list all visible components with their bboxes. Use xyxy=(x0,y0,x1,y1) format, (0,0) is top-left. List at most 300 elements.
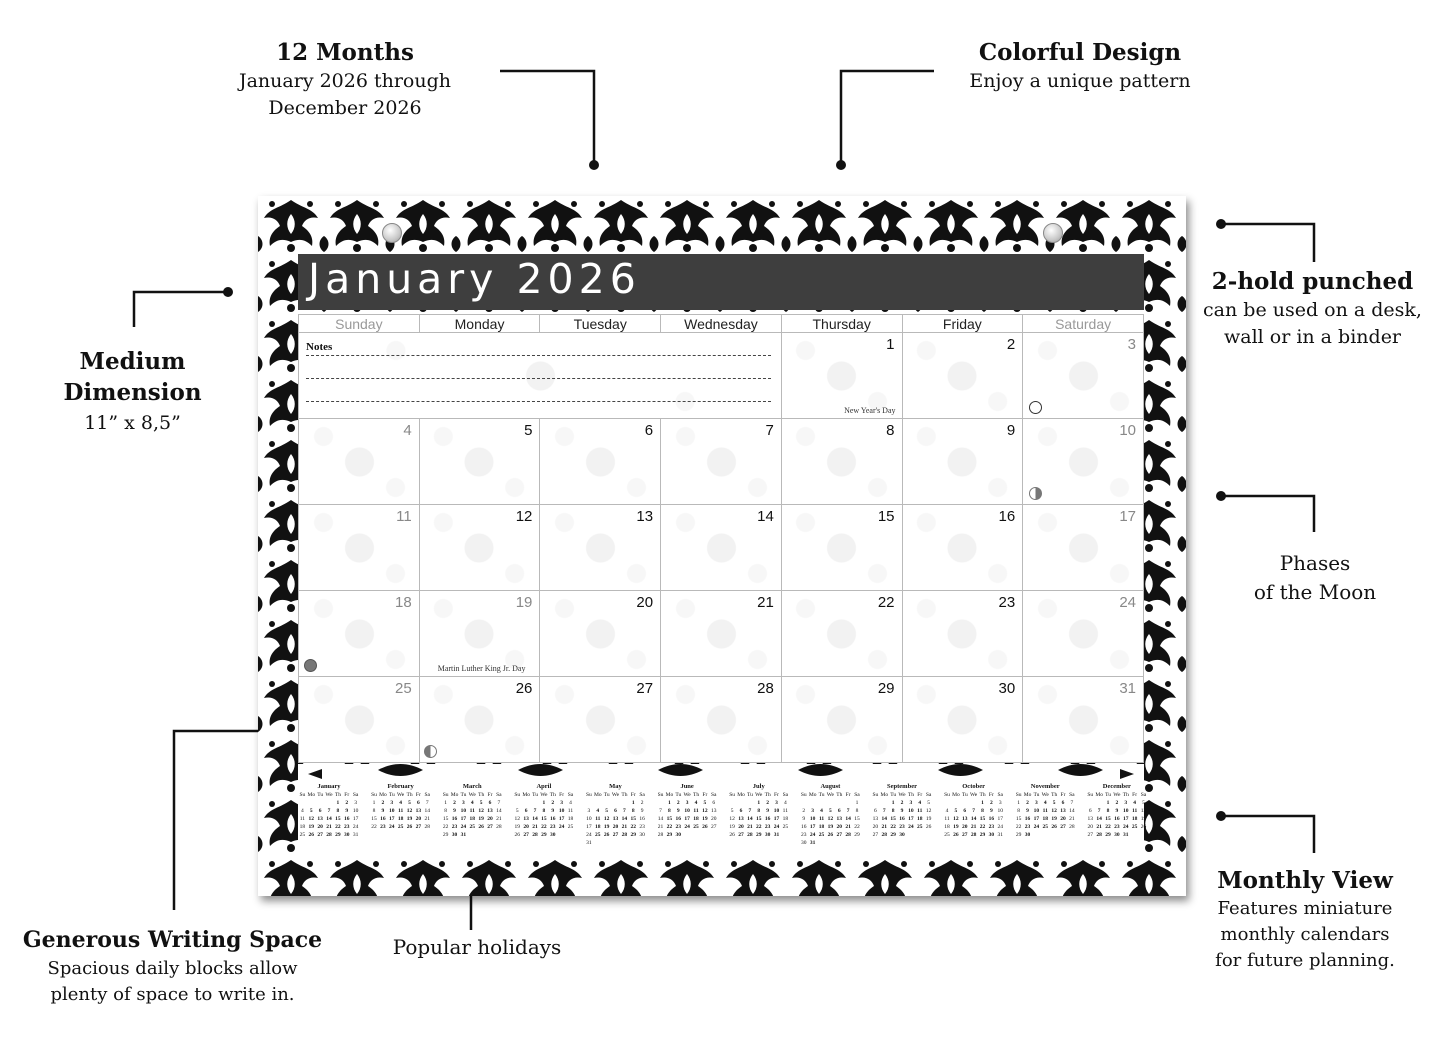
day-number: 26 xyxy=(515,680,533,697)
day-number: 18 xyxy=(395,594,412,611)
mini-calendar-day xyxy=(611,839,620,847)
mini-calendar-day: 25 xyxy=(595,832,601,838)
mini-calendar-day xyxy=(316,799,325,807)
mini-calendar-day: 30 xyxy=(801,840,807,846)
mini-calendar-day xyxy=(746,799,755,807)
mini-calendar-day: 2 xyxy=(900,800,904,806)
mini-calendar-day: 19 xyxy=(729,824,735,830)
day-cell[interactable] xyxy=(902,419,1023,505)
day-cell[interactable] xyxy=(781,505,902,591)
mini-calendar-day xyxy=(1050,831,1059,839)
callout-popular-holidays xyxy=(372,934,582,961)
mini-calendar-day: 17 xyxy=(1033,816,1040,822)
mini-calendar-day: 15 xyxy=(371,816,377,822)
mini-calendar-dow: Su xyxy=(371,792,377,798)
mini-calendar-day: 4 xyxy=(918,800,922,806)
day-number: 31 xyxy=(1119,680,1136,697)
mini-calendar-day: 16 xyxy=(343,816,350,822)
mini-calendar-day xyxy=(826,839,835,847)
month-grid xyxy=(298,314,1144,763)
mini-calendar xyxy=(298,782,360,852)
mini-calendar-day: 31 xyxy=(997,832,1003,838)
mini-calendar-day: 8 xyxy=(855,808,859,814)
mini-calendar-day: 9 xyxy=(381,808,385,814)
mini-calendar-day: 25 xyxy=(567,824,574,830)
mini-calendar-day: 17 xyxy=(558,816,565,822)
mini-calendar-day: 6 xyxy=(614,808,617,814)
notes-line xyxy=(306,356,771,379)
mini-calendar-day xyxy=(1032,831,1041,839)
mini-calendar-dow: Tu xyxy=(675,792,682,798)
mini-calendar-day: 31 xyxy=(586,840,592,846)
mini-calendar-day: 19 xyxy=(514,824,521,830)
mini-calendar-day: 24 xyxy=(773,824,780,830)
mini-calendar-day: 16 xyxy=(1024,816,1031,822)
day-number: 3 xyxy=(1127,336,1136,353)
mini-calendar-day: 3 xyxy=(998,800,1002,806)
mini-calendar-day xyxy=(817,799,826,807)
mini-calendar-day xyxy=(826,799,835,807)
mini-calendar-day: 7 xyxy=(846,808,850,814)
mini-calendar-day: 4 xyxy=(399,800,403,806)
mini-calendar-day: 3 xyxy=(354,800,357,806)
mini-calendar xyxy=(441,782,503,852)
mini-calendar-day: 5 xyxy=(309,808,313,814)
mini-calendar-day: 15 xyxy=(890,816,896,822)
mini-calendar-day: 16 xyxy=(764,816,771,822)
mini-calendar-day: 28 xyxy=(845,832,851,838)
day-cell[interactable] xyxy=(540,419,661,505)
day-number: 21 xyxy=(757,594,774,611)
mini-calendar-day: 6 xyxy=(963,808,967,814)
mini-calendar-day: 7 xyxy=(659,808,662,814)
mini-calendar-day: 29 xyxy=(979,832,986,838)
day-cell[interactable] xyxy=(540,677,661,763)
mini-calendar-day: 12 xyxy=(514,816,521,822)
mini-calendar-day: 27 xyxy=(1087,832,1094,838)
day-number: 28 xyxy=(757,680,774,697)
day-number: 20 xyxy=(636,594,654,611)
mini-calendar-day: 14 xyxy=(496,808,502,814)
mini-calendar-day: 19 xyxy=(702,816,708,822)
day-cell[interactable] xyxy=(902,591,1023,677)
mini-calendar-day xyxy=(844,839,853,847)
mini-calendar-day: 18 xyxy=(818,824,825,830)
mini-calendar-day: 24 xyxy=(460,824,467,830)
mini-calendar-day: 28 xyxy=(747,832,753,838)
day-cell[interactable] xyxy=(419,419,540,505)
mini-calendar-day: 22 xyxy=(1015,824,1022,830)
day-cell[interactable] xyxy=(661,677,782,763)
day-cell[interactable] xyxy=(1023,677,1144,763)
day-cell[interactable] xyxy=(299,419,420,505)
mini-calendar-day: 13 xyxy=(836,816,843,822)
day-cell[interactable] xyxy=(781,591,902,677)
mini-calendar-day: 30 xyxy=(451,832,458,838)
mini-calendar-day: 9 xyxy=(900,808,904,814)
mini-calendar-day xyxy=(602,799,611,807)
mini-calendar-day: 3 xyxy=(390,800,394,806)
last-quarter-moon-icon xyxy=(1029,487,1042,500)
first-quarter-moon-icon xyxy=(424,745,437,758)
day-number: 29 xyxy=(877,680,895,697)
mini-calendar-day: 13 xyxy=(738,816,744,822)
mini-calendar-day: 20 xyxy=(487,816,493,822)
mini-calendar-day: 14 xyxy=(747,816,753,822)
mini-calendar-day: 16 xyxy=(1114,816,1120,822)
mini-calendar-day: 11 xyxy=(1042,808,1048,814)
mini-calendar-day: 3 xyxy=(909,800,913,806)
mini-calendar-day: 27 xyxy=(738,832,744,838)
mini-calendar-day: 14 xyxy=(621,816,628,822)
mini-calendar-dow: Th xyxy=(549,792,556,798)
mini-calendar-day: 17 xyxy=(586,824,592,830)
day-cell[interactable] xyxy=(1023,505,1144,591)
day-cell[interactable] xyxy=(299,677,420,763)
day-number: 14 xyxy=(757,508,774,525)
mini-calendar-dow: Th xyxy=(1122,792,1129,798)
mini-calendar-day: 23 xyxy=(1114,824,1120,830)
mini-calendar-dow: Mo xyxy=(379,792,387,798)
day-cell[interactable] xyxy=(902,333,1023,419)
callout-text: Spacious daily blocks allow xyxy=(47,958,298,979)
mini-calendar-dow: Tu xyxy=(388,792,395,798)
mini-calendar-day: 13 xyxy=(962,816,968,822)
mini-calendar-dow: Sa xyxy=(854,792,860,798)
mini-calendar-day: 1 xyxy=(891,800,895,806)
mini-calendar-day: 30 xyxy=(675,832,682,838)
mini-calendar-day: 8 xyxy=(891,808,895,814)
mini-calendar-month: May xyxy=(609,783,622,790)
mini-calendar-day: 16 xyxy=(675,816,682,822)
mini-calendar-day: 27 xyxy=(523,832,529,838)
mini-calendar-day: 12 xyxy=(1140,808,1147,814)
day-cell[interactable] xyxy=(661,505,782,591)
mini-calendar-day: 27 xyxy=(612,832,619,838)
mini-calendar-day: 2 xyxy=(381,800,385,806)
mini-calendar-day xyxy=(593,839,602,847)
mini-calendar-day: 9 xyxy=(453,808,456,814)
mini-calendar-day: 7 xyxy=(882,808,886,814)
mini-calendar-dow: Su xyxy=(944,792,950,798)
weekday-header: Tuesday xyxy=(540,315,661,333)
callout-text: January 2026 through xyxy=(238,70,452,92)
mini-calendar-dow: We xyxy=(468,792,476,798)
mini-calendar-day: 31 xyxy=(1123,832,1129,838)
day-cell[interactable] xyxy=(902,677,1023,763)
mini-calendar-day: 13 xyxy=(612,816,619,822)
mini-calendar-dow: Th xyxy=(764,792,771,798)
mini-calendar-day: 27 xyxy=(836,832,843,838)
day-cell[interactable] xyxy=(661,591,782,677)
mini-calendar-dow: Sa xyxy=(496,792,502,798)
mini-calendar-dow: Su xyxy=(299,792,306,798)
mini-calendar-day xyxy=(817,839,826,847)
mini-calendar-month: December xyxy=(1102,783,1131,790)
mini-calendar-day: 7 xyxy=(972,808,976,814)
mini-calendar-month: March xyxy=(462,783,482,790)
mini-calendar-day xyxy=(566,831,575,839)
mini-calendar-dow: Mo xyxy=(880,792,889,798)
mini-calendar-day: 20 xyxy=(612,824,619,830)
mini-calendar-dow: Tu xyxy=(890,792,897,798)
mini-calendar-day: 4 xyxy=(820,808,823,814)
mini-calendar-day: 19 xyxy=(478,816,484,822)
mini-calendar-day: 13 xyxy=(872,816,879,822)
callout-text: December 2026 xyxy=(268,97,422,119)
mini-calendar-day: 21 xyxy=(657,824,664,830)
mini-calendar-day: 26 xyxy=(406,824,413,830)
mini-calendar-day: 11 xyxy=(782,808,788,814)
day-cell[interactable] xyxy=(540,505,661,591)
mini-calendar-day: 24 xyxy=(586,832,592,838)
mini-calendar-day: 22 xyxy=(666,824,673,830)
mini-calendar-day xyxy=(298,799,307,807)
mini-calendar-day: 18 xyxy=(595,824,601,830)
callout-text: for future planning. xyxy=(1215,950,1395,971)
day-number: 27 xyxy=(636,680,654,697)
mini-calendar-day xyxy=(737,799,746,807)
mini-calendar-day: 17 xyxy=(460,816,467,822)
mini-calendar-day: 20 xyxy=(836,824,843,830)
day-cell[interactable] xyxy=(1023,419,1144,505)
mini-calendar-day: 10 xyxy=(460,808,467,814)
mini-calendar-day xyxy=(585,799,594,807)
mini-calendar-day: 25 xyxy=(782,824,789,830)
mini-calendar-day: 8 xyxy=(668,808,671,814)
day-number: 10 xyxy=(1119,422,1136,439)
mini-calendar-day: 30 xyxy=(764,832,771,838)
mini-calendar-day: 6 xyxy=(416,800,420,806)
mini-calendar-day: 29 xyxy=(854,832,860,838)
day-cell[interactable] xyxy=(1023,591,1144,677)
mini-calendar-day: 5 xyxy=(703,800,707,806)
mini-calendar-day: 20 xyxy=(415,816,422,822)
mini-calendar-day: 5 xyxy=(605,808,609,814)
callout-writing-space xyxy=(20,925,325,1008)
mini-calendar-day: 28 xyxy=(496,824,502,830)
day-cell[interactable] xyxy=(419,677,540,763)
mini-calendar-day: 23 xyxy=(899,824,905,830)
day-number: 7 xyxy=(765,422,774,439)
day-cell[interactable] xyxy=(902,505,1023,591)
mini-calendar-day xyxy=(557,831,566,839)
day-cell[interactable] xyxy=(419,591,540,677)
mini-calendar-day: 22 xyxy=(630,824,636,830)
mini-calendar-dow: Su xyxy=(729,792,736,798)
mini-calendar xyxy=(1014,782,1076,852)
mini-calendar-day: 7 xyxy=(327,808,331,814)
notes-cell[interactable] xyxy=(299,333,782,419)
weekday-header: Monday xyxy=(419,315,540,333)
mini-calendar-day: 8 xyxy=(757,808,761,814)
day-number: 11 xyxy=(396,508,412,525)
mini-calendar-dow: Mo xyxy=(307,792,316,798)
mini-calendar-dow: We xyxy=(826,792,834,798)
mini-calendar-dow: Fr xyxy=(1132,792,1138,798)
mini-calendar-day: 22 xyxy=(335,824,341,830)
mini-calendar-dow: Sa xyxy=(567,792,574,798)
mini-calendar-day xyxy=(692,831,701,839)
mini-calendar-day: 6 xyxy=(318,808,322,814)
callout-text: Enjoy a unique pattern xyxy=(969,70,1191,92)
mini-calendar-day: 3 xyxy=(1124,800,1128,806)
mini-calendar-day: 14 xyxy=(326,816,332,822)
mini-calendar-day: 24 xyxy=(908,824,914,830)
day-cell[interactable] xyxy=(781,677,902,763)
mini-calendar-day: 8 xyxy=(981,808,984,814)
mini-calendar-day: 17 xyxy=(389,816,395,822)
mini-calendar-day: 10 xyxy=(558,808,565,814)
mini-calendar-day: 11 xyxy=(595,816,601,822)
mini-calendar-day: 20 xyxy=(872,824,879,830)
mini-calendars-strip xyxy=(298,782,1148,852)
mini-calendar-dow: Su xyxy=(1015,792,1022,798)
mini-calendar-dow: Su xyxy=(586,792,592,798)
mini-calendar-day: 16 xyxy=(899,816,905,822)
mini-calendar-day: 26 xyxy=(925,824,932,830)
mini-calendar-dow: We xyxy=(755,792,763,798)
new-moon-icon xyxy=(304,659,317,672)
day-cell[interactable] xyxy=(781,419,902,505)
mini-calendar-day: 31 xyxy=(773,832,780,838)
day-number: 25 xyxy=(395,680,412,697)
mini-calendar-day: 17 xyxy=(352,816,359,822)
day-cell[interactable] xyxy=(781,333,902,419)
mini-calendar-day: 12 xyxy=(925,808,932,814)
mini-calendar-day: 9 xyxy=(676,808,680,814)
callout-title: 2-hold punched xyxy=(1211,268,1414,295)
mini-calendar-day: 22 xyxy=(756,824,762,830)
mini-calendar-day: 20 xyxy=(317,824,323,830)
day-number: 9 xyxy=(1006,422,1016,439)
mini-calendar-day: 23 xyxy=(343,824,350,830)
mini-calendar-day: 2 xyxy=(989,800,993,806)
callout-monthly-view xyxy=(1195,865,1415,974)
mini-calendar-day: 26 xyxy=(827,832,834,838)
mini-calendar-dow: We xyxy=(898,792,906,798)
mini-calendar-day: 12 xyxy=(1051,808,1057,814)
day-number: 4 xyxy=(403,422,412,439)
mini-calendar-day: 3 xyxy=(775,800,778,806)
mini-calendar-dow: Sa xyxy=(424,792,430,798)
mini-calendar-day: 24 xyxy=(1033,824,1040,830)
mini-calendar-day: 29 xyxy=(666,832,673,838)
mini-calendar-day: 18 xyxy=(567,816,574,822)
mini-calendar-day: 7 xyxy=(748,808,752,814)
mini-calendar-day: 9 xyxy=(1026,808,1029,814)
mini-calendar-dow: Sa xyxy=(782,792,789,798)
mini-calendar-day xyxy=(638,839,647,847)
mini-calendar-day xyxy=(835,839,844,847)
mini-calendar-dow: Mo xyxy=(1095,792,1103,798)
mini-calendar-day: 14 xyxy=(532,816,538,822)
mini-calendar-day xyxy=(969,799,978,807)
mini-calendar-day: 16 xyxy=(639,816,645,822)
mini-calendar-day: 19 xyxy=(308,824,315,830)
mini-calendar-dow: Th xyxy=(692,792,700,798)
callout-text: 11” x 8,5” xyxy=(84,412,181,434)
mini-calendar-day xyxy=(531,799,540,807)
mini-calendar-day xyxy=(1059,831,1068,839)
mini-calendar-day: 27 xyxy=(962,832,968,838)
mini-calendar-dow: Fr xyxy=(1060,792,1066,798)
mini-calendar-day: 5 xyxy=(479,800,483,806)
mini-calendar-day xyxy=(325,799,334,807)
mini-calendar-dow: Th xyxy=(979,792,986,798)
day-cell[interactable] xyxy=(419,505,540,591)
day-number: 23 xyxy=(998,594,1016,611)
mini-calendar-day xyxy=(629,839,638,847)
mini-calendar-day: 14 xyxy=(970,816,977,822)
mini-calendar-dow: Th xyxy=(836,792,843,798)
mini-calendar-day: 22 xyxy=(442,824,449,830)
day-cell[interactable] xyxy=(299,505,420,591)
notes-line xyxy=(306,379,771,402)
mini-calendar-day: 19 xyxy=(953,824,959,830)
day-cell[interactable] xyxy=(661,419,782,505)
mini-calendar-day: 30 xyxy=(1114,832,1120,838)
mini-calendar xyxy=(1086,782,1148,852)
mini-calendar-day: 23 xyxy=(550,824,556,830)
weekday-header: Sunday xyxy=(299,315,420,333)
mini-calendar-day: 2 xyxy=(802,808,806,814)
mini-calendar-dow: We xyxy=(540,792,548,798)
mini-calendar-day: 28 xyxy=(424,824,430,830)
mini-calendar-month: February xyxy=(387,783,414,790)
mini-calendar-month: July xyxy=(752,783,765,790)
mini-calendar-day: 25 xyxy=(693,824,699,830)
mini-calendar-day: 14 xyxy=(657,816,664,822)
day-cell[interactable] xyxy=(299,591,420,677)
mini-calendar-day: 25 xyxy=(818,832,825,838)
mini-calendar-day: 30 xyxy=(988,832,995,838)
mini-calendar-day: 7 xyxy=(1097,808,1101,814)
mini-calendar-day: 5 xyxy=(730,808,734,814)
mini-calendar-day: 28 xyxy=(532,832,538,838)
mini-calendar-day xyxy=(468,831,477,839)
mini-calendar-day: 22 xyxy=(854,824,860,830)
mini-calendar-dow: Fr xyxy=(702,792,708,798)
holiday-label: Martin Luther King Jr. Day xyxy=(437,664,526,673)
mini-calendar-day xyxy=(853,839,862,847)
mini-calendar-day xyxy=(808,799,817,807)
mini-calendar-day: 23 xyxy=(764,824,771,830)
mini-calendar-day: 26 xyxy=(953,832,959,838)
mini-calendar-day: 17 xyxy=(809,824,816,830)
mini-calendar-day: 30 xyxy=(550,832,556,838)
mini-calendar-day: 23 xyxy=(988,824,995,830)
mini-calendar-day: 1 xyxy=(372,800,376,806)
mini-calendar-dow: We xyxy=(1113,792,1121,798)
day-cell[interactable] xyxy=(1023,333,1144,419)
mini-calendar-month: August xyxy=(820,783,841,790)
callout-text: Popular holidays xyxy=(392,935,562,959)
day-cell[interactable] xyxy=(540,591,661,677)
mini-calendar-day: 18 xyxy=(299,824,306,830)
mini-calendar-day xyxy=(620,839,629,847)
mini-calendar-day: 20 xyxy=(962,824,968,830)
day-number: 6 xyxy=(644,422,654,439)
mini-calendar-day: 23 xyxy=(380,824,386,830)
mini-calendar-day: 2 xyxy=(1026,800,1029,806)
mini-calendar-day: 5 xyxy=(408,800,411,806)
mini-calendar-day: 21 xyxy=(1069,816,1075,822)
mini-calendar-day: 25 xyxy=(1131,824,1138,830)
mini-calendar-day xyxy=(781,831,790,839)
notes-label: Notes xyxy=(306,341,333,353)
mini-calendar-day: 21 xyxy=(424,816,430,822)
